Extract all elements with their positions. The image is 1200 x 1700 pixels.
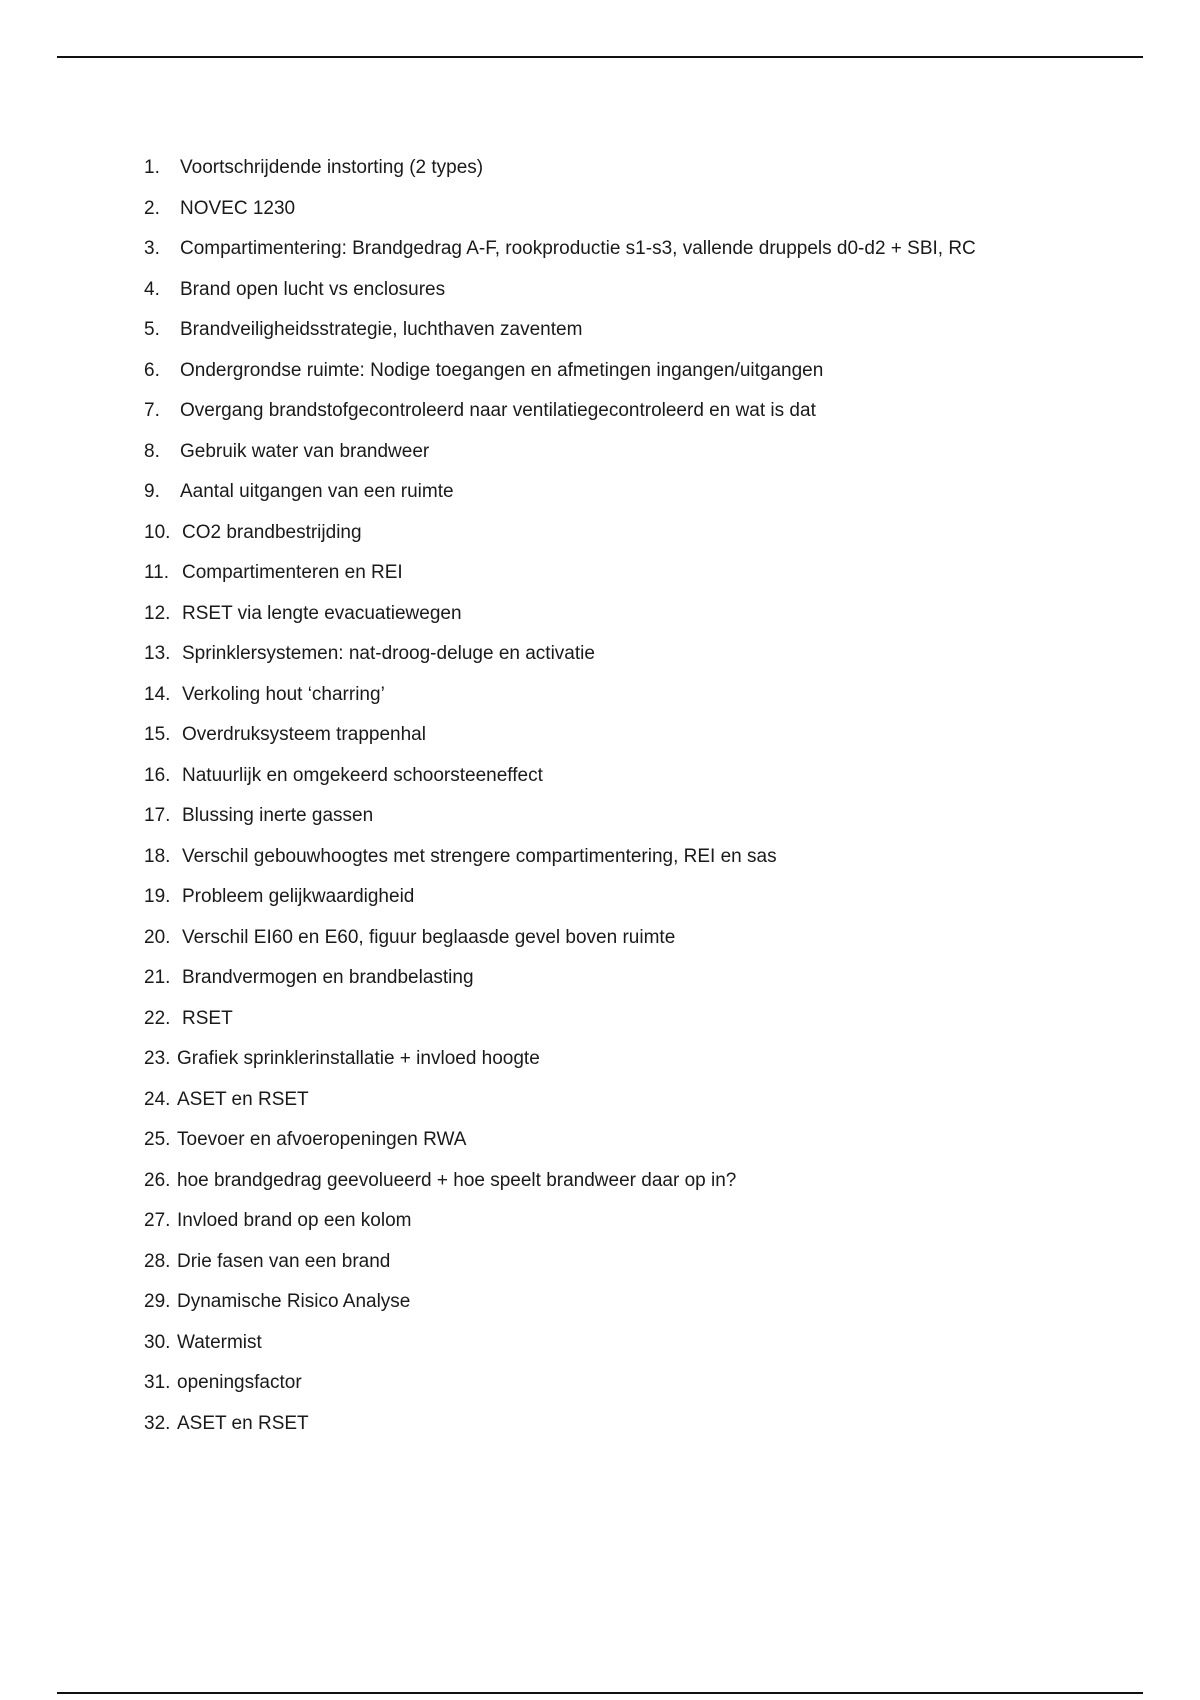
item-text: Gebruik water van brandweer (180, 440, 430, 462)
item-number: 22. (144, 1007, 171, 1029)
list-item (0, 846, 1200, 887)
item-text: Brandveiligheidsstrategie, luchthaven zaventem (180, 319, 583, 340)
item-number: 13. (144, 643, 171, 664)
list-item (0, 400, 1200, 441)
item-number: 29. (144, 1291, 171, 1312)
item-number: 27. (144, 1210, 171, 1231)
question-list (0, 157, 1200, 1453)
list-item (0, 481, 1200, 522)
item-number: 6. (144, 359, 160, 381)
list-item (0, 441, 1200, 482)
item-text: Verkoling hout ‘charring’ (182, 683, 385, 705)
list-item (0, 724, 1200, 765)
item-text: hoe brandgedrag geevolueerd + hoe speelt brandweer daar op in? (177, 1169, 737, 1191)
item-number: 10. (144, 521, 171, 543)
item-number: 9. (144, 481, 160, 502)
list-item (0, 360, 1200, 401)
item-text: NOVEC 1230 (180, 197, 296, 219)
item-text: Ondergrondse ruimte: Nodige toegangen en afmetingen ingangen/uitgangen (180, 359, 824, 381)
list-item (0, 562, 1200, 603)
item-text: Sprinklersystemen: nat-droog-deluge en activatie (182, 643, 595, 664)
list-item (0, 684, 1200, 725)
list-item (0, 967, 1200, 1008)
item-text: RSET via lengte evacuatiewegen (182, 602, 462, 624)
item-text: Voortschrijdende instorting (2 types) (180, 157, 484, 178)
item-number: 23. (144, 1048, 171, 1069)
item-number: 8. (144, 440, 160, 462)
item-number: 5. (144, 319, 160, 340)
item-number: 1. (144, 157, 160, 178)
list-item (0, 1089, 1200, 1130)
item-text: Overdruksysteem trappenhal (182, 724, 426, 745)
item-text: ASET en RSET (177, 1088, 309, 1110)
item-number: 18. (144, 845, 171, 867)
item-text: Blussing inerte gassen (182, 805, 374, 826)
item-text: ASET en RSET (177, 1412, 309, 1434)
list-item (0, 603, 1200, 644)
item-number: 4. (144, 278, 160, 300)
item-number: 3. (144, 238, 160, 259)
item-number: 2. (144, 197, 160, 219)
list-item (0, 238, 1200, 279)
list-item (0, 319, 1200, 360)
item-text: Drie fasen van een brand (177, 1250, 391, 1272)
item-number: 15. (144, 724, 171, 745)
item-number: 24. (144, 1088, 171, 1110)
item-number: 12. (144, 602, 171, 624)
item-number: 28. (144, 1250, 171, 1272)
list-item (0, 886, 1200, 927)
item-text: Dynamische Risico Analyse (177, 1291, 411, 1312)
item-number: 26. (144, 1169, 171, 1191)
list-item (0, 1170, 1200, 1211)
list-item (0, 1048, 1200, 1089)
list-item (0, 157, 1200, 198)
list-item (0, 1332, 1200, 1373)
footer-rule (57, 1692, 1143, 1694)
item-text: Brandvermogen en brandbelasting (182, 967, 474, 988)
list-item (0, 1372, 1200, 1413)
list-item (0, 1129, 1200, 1170)
item-number: 32. (144, 1412, 171, 1434)
item-number: 16. (144, 764, 171, 786)
list-item (0, 765, 1200, 806)
item-text: Invloed brand op een kolom (177, 1210, 412, 1231)
list-item (0, 1291, 1200, 1332)
item-text: Watermist (177, 1331, 262, 1353)
item-number: 20. (144, 926, 171, 948)
item-text: Natuurlijk en omgekeerd schoorsteeneffect (182, 764, 543, 786)
item-number: 17. (144, 805, 171, 826)
item-number: 11. (144, 562, 170, 583)
list-item (0, 1210, 1200, 1251)
list-item (0, 198, 1200, 239)
item-number: 14. (144, 683, 171, 705)
item-number: 30. (144, 1331, 171, 1353)
item-text: CO2 brandbestrijding (182, 521, 362, 543)
item-number: 7. (144, 400, 160, 421)
list-item (0, 927, 1200, 968)
item-number: 31. (144, 1372, 171, 1393)
list-item (0, 279, 1200, 320)
list-item (0, 805, 1200, 846)
list-item (0, 643, 1200, 684)
list-item (0, 522, 1200, 563)
item-number: 19. (144, 886, 171, 907)
list-item (0, 1251, 1200, 1292)
item-text: Brand open lucht vs enclosures (180, 278, 446, 300)
item-text: Overgang brandstofgecontroleerd naar ventilatiegecontroleerd en wat is dat (180, 400, 816, 421)
item-text: Probleem gelijkwaardigheid (182, 886, 415, 907)
item-text: Verschil gebouwhoogtes met strengere compartimentering, REI en sas (182, 845, 777, 867)
header-rule (57, 56, 1143, 58)
item-number: 25. (144, 1129, 171, 1150)
list-item (0, 1008, 1200, 1049)
item-text: Grafiek sprinklerinstallatie + invloed hoogte (177, 1048, 540, 1069)
item-text: Compartimentering: Brandgedrag A-F, rookproductie s1-s3, vallende druppels d0-d2 + SBI, RC (180, 238, 976, 259)
item-text: Toevoer en afvoeropeningen RWA (177, 1129, 467, 1150)
item-text: Compartimenteren en REI (182, 562, 403, 583)
item-text: Aantal uitgangen van een ruimte (180, 481, 454, 502)
item-text: openingsfactor (177, 1372, 302, 1393)
item-number: 21. (144, 967, 171, 988)
item-text: Verschil EI60 en E60, figuur beglaasde gevel boven ruimte (182, 926, 676, 948)
list-item (0, 1413, 1200, 1454)
item-text: RSET (182, 1007, 233, 1029)
